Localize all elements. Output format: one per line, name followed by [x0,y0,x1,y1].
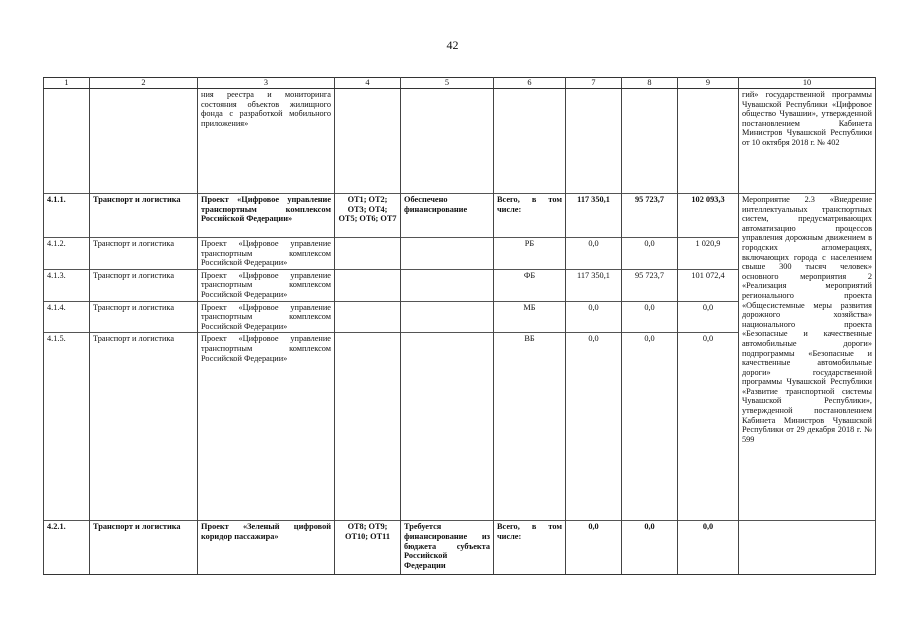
continuation-basis-text: гий» государственной программы Чувашской Республики «Цифровое общество Чувашии», утвержденной постановлением Кабинета Министров Чувашской Республики от 10 октября 2018 г. № 402 [739,89,876,194]
table-row [44,521,876,575]
row-direction: Транспорт и логистика [90,301,198,333]
header-cell: 8 [622,78,678,89]
row-ot: ОТ8; ОТ9; ОТ10; ОТ11 [335,521,401,575]
header-cell: 5 [401,78,494,89]
row-number: 4.1.5. [44,333,90,521]
row-source: Всего, в том числе: [494,521,566,575]
row-value-7: 0,0 [566,521,622,575]
continuation-project-text: ния реестра и мониторинга состояния объектов жилищного фонда с разработкой мобильного приложения» [198,89,335,194]
row-project: Проект «Цифровое управление транспортным комплексом Российской Федерации» [198,301,335,333]
header-cell: 3 [198,78,335,89]
header-cell: 1 [44,78,90,89]
row-value-8: 0,0 [622,301,678,333]
continuation-row [44,89,876,194]
header-cell: 9 [678,78,739,89]
header-cell: 7 [566,78,622,89]
row-basis-text [739,521,876,575]
row-ot: ОТ1; ОТ2; ОТ3; ОТ4; ОТ5; ОТ6; ОТ7 [335,194,401,238]
row-direction: Транспорт и логистика [90,269,198,301]
row-value-9: 102 093,3 [678,194,739,238]
row-value-8: 0,0 [622,238,678,270]
program-table [43,77,876,575]
header-cell: 2 [90,78,198,89]
row-source: МБ [494,301,566,333]
row-value-9: 0,0 [678,301,739,333]
row-value-9: 0,0 [678,333,739,521]
row-value-7: 117 350,1 [566,194,622,238]
row-value-7: 0,0 [566,238,622,270]
row-direction: Транспорт и логистика [90,521,198,575]
table-row [44,194,876,238]
row-number: 4.1.1. [44,194,90,238]
row-value-7: 0,0 [566,333,622,521]
row-source: ВБ [494,333,566,521]
row-value-8: 95 723,7 [622,194,678,238]
row-value-8: 95 723,7 [622,269,678,301]
row-value-9: 101 072,4 [678,269,739,301]
row-status: Обеспечено финансирование [401,194,494,238]
header-cell: 6 [494,78,566,89]
row-source: РБ [494,238,566,270]
row-value-7: 0,0 [566,301,622,333]
row-number: 4.2.1. [44,521,90,575]
row-project: Проект «Цифровое управление транспортным комплексом Российской Федерации» [198,194,335,238]
page-number: 42 [446,38,459,52]
row-project: Проект «Цифровое управление транспортным комплексом Российской Федерации» [198,269,335,301]
row-direction: Транспорт и логистика [90,194,198,238]
row-value-9: 1 020,9 [678,238,739,270]
row-number: 4.1.4. [44,301,90,333]
row-source: Всего, в том числе: [494,194,566,238]
row-status: Требуется финансирование из бюджета субъекта Российской Федерации [401,521,494,575]
row-source: ФБ [494,269,566,301]
row-basis-text: Мероприятие 2.3 «Внедрение интеллектуальных транспортных систем, предусматривающих автоматизацию процессов управления дорожным движением в городских агломерациях, включающих города с населением свыше 300 тысяч человек» основного мероприятия 2 «Реализация мероприятий регионального проекта «Общесистемные меры развития дорожного хозяйства» национального проекта «Безопасные и качественные автомобильные дороги» подпрограммы «Безопасные и качественные автомобильные дороги» государственной программы Чувашской Республики «Развитие транспортной системы Чувашской Республики», утвержденной постановлением Кабинета Министров Чувашской Республики от 29 декабря 2018 г. № 599 [739,194,876,521]
row-project: Проект «Зеленый цифровой коридор пассажира» [198,521,335,575]
row-number: 4.1.2. [44,238,90,270]
row-value-8: 0,0 [622,333,678,521]
row-value-8: 0,0 [622,521,678,575]
header-cell: 4 [335,78,401,89]
row-number: 4.1.3. [44,269,90,301]
row-value-9: 0,0 [678,521,739,575]
row-project: Проект «Цифровое управление транспортным комплексом Российской Федерации» [198,238,335,270]
row-value-7: 117 350,1 [566,269,622,301]
row-direction: Транспорт и логистика [90,238,198,270]
row-project: Проект «Цифровое управление транспортным комплексом Российской Федерации» [198,333,335,521]
header-row [44,78,876,89]
header-cell: 10 [739,78,876,89]
row-direction: Транспорт и логистика [90,333,198,521]
